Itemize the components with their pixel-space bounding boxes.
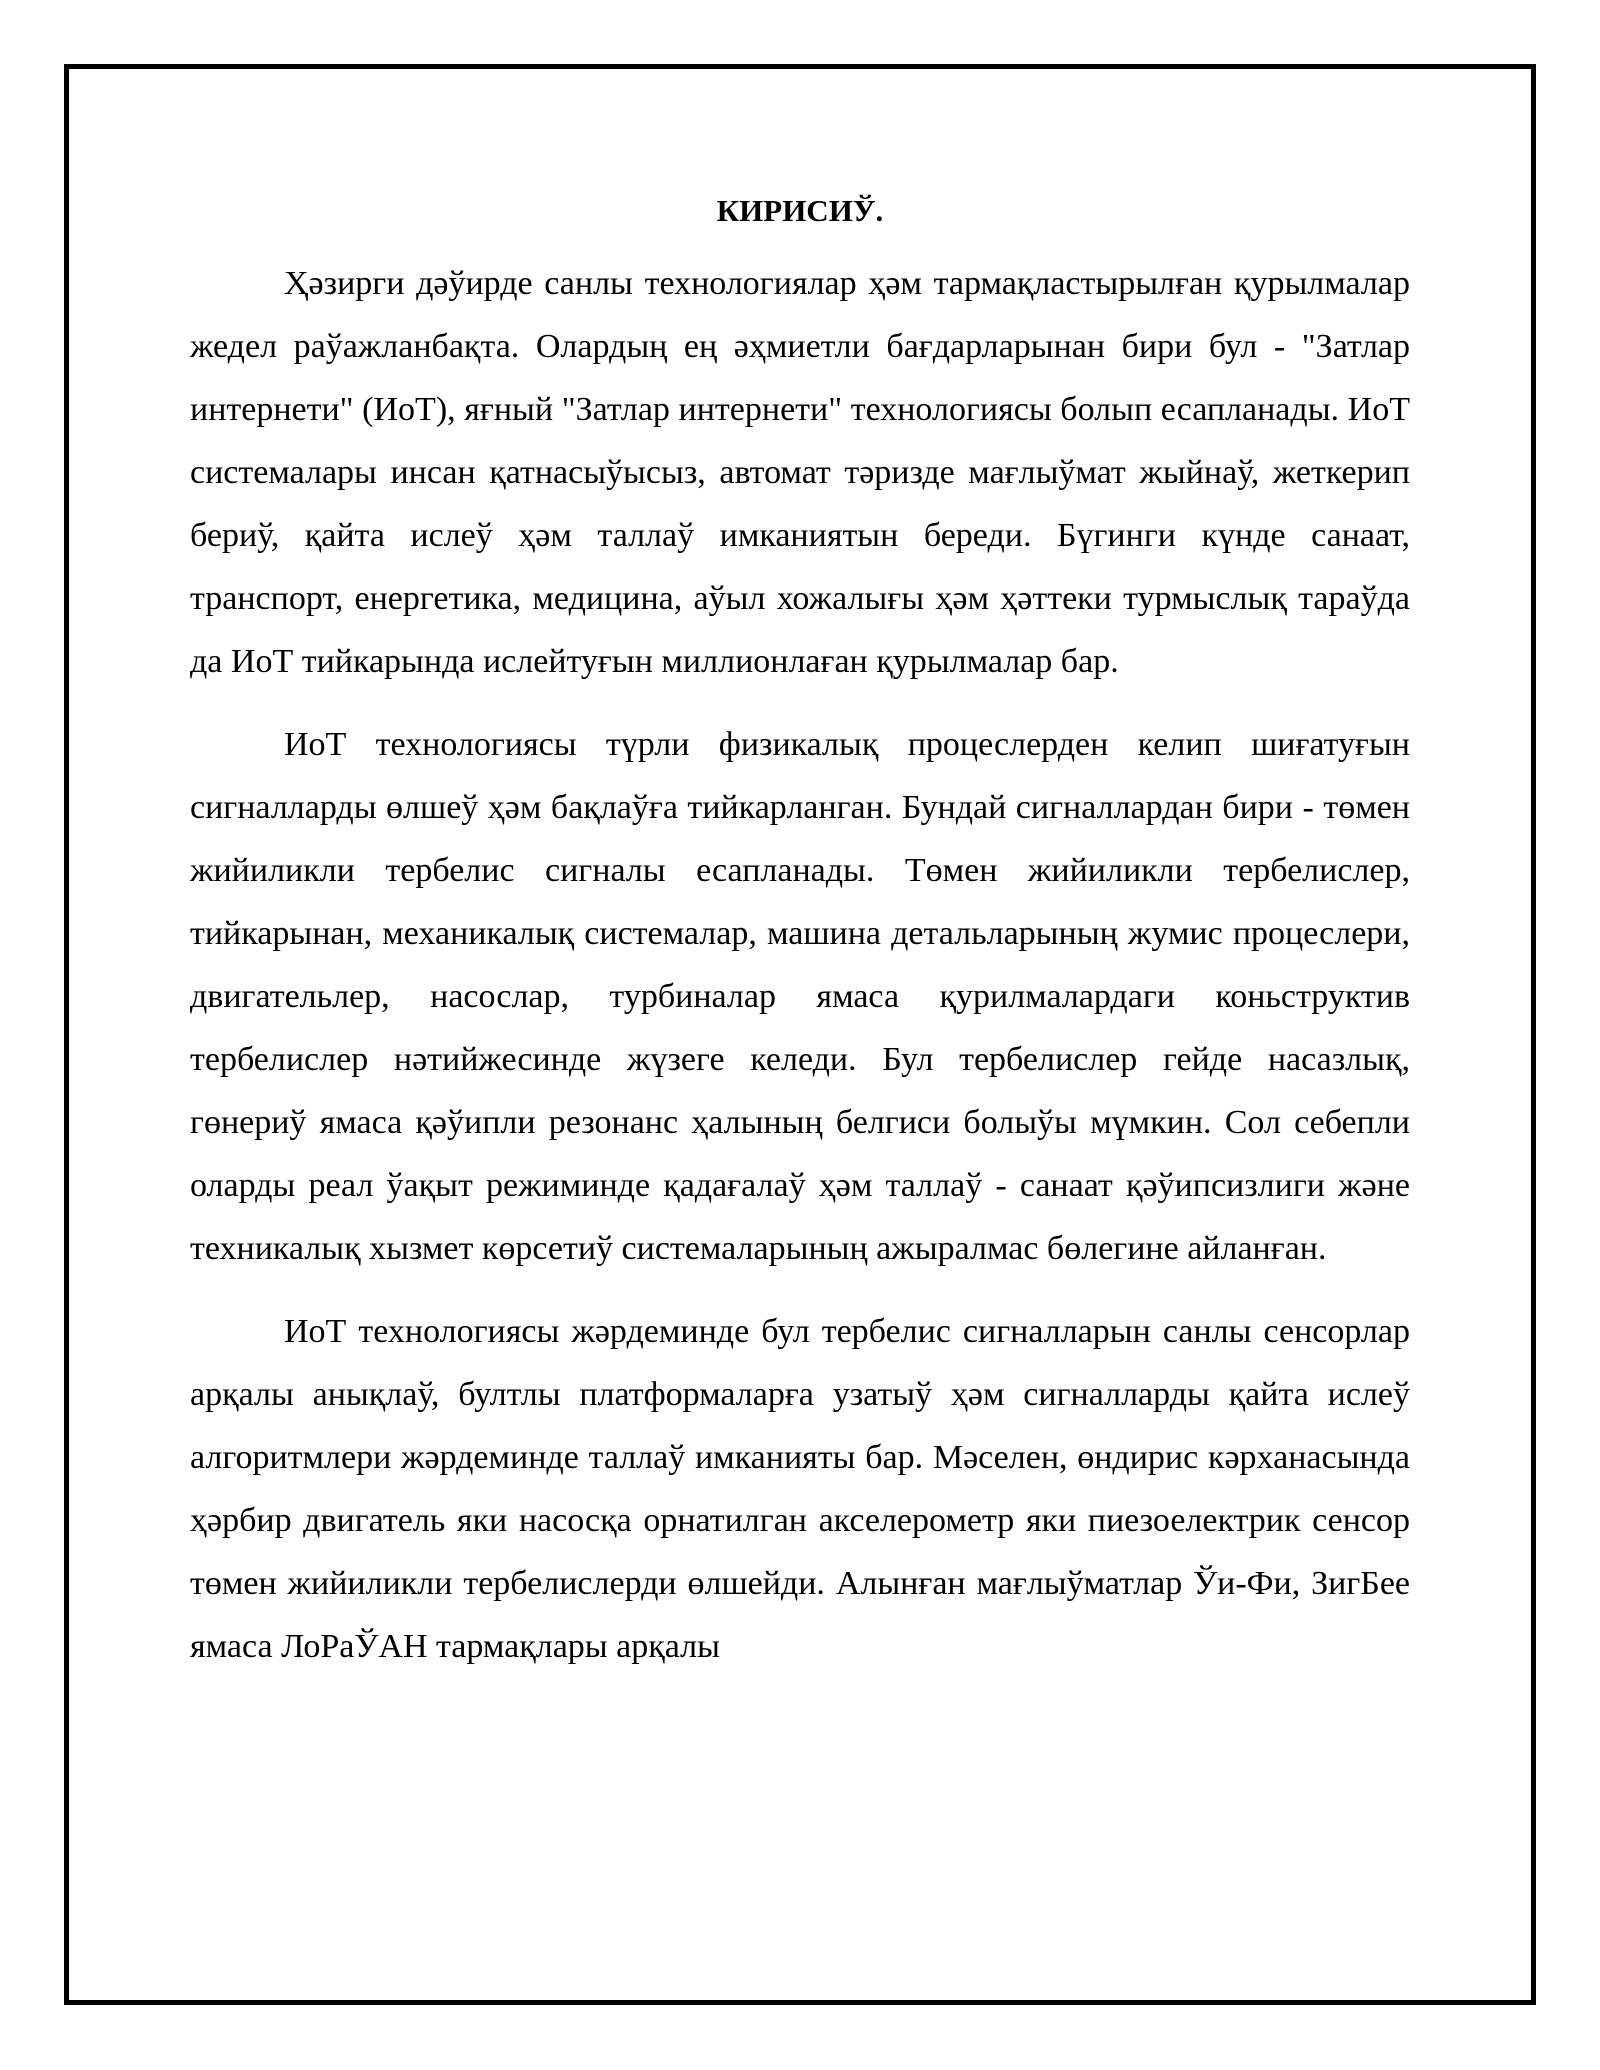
- document-title: КИРИСИЎ.: [716, 193, 884, 228]
- document-body: [190, 190, 1410, 1698]
- paragraph-3: ИоТ технологиясы жәрдеминде бул тербелис сигналларын санлы сенсорлар арқалы анықлаў, бултлы платформаларға узатыў ҳәм сигналларды қайта ислеў алгоритмлери жәрдеминде таллаў имканияты бар. Мәселен, өндирис кәрханасында ҳәрбир двигатель яки насосқа орнатилган акселерометр яки пиезоелектрик сенсор төмен жийиликли тербелислерди өлшейди. Алынған мағлыўматлар Ўи-Фи, ЗигБее ямаса ЛоРаЎАН тармақлары арқалы: [190, 1313, 1410, 1665]
- paragraph-2: ИоТ технологиясы түрли физикалық процеслерден келип шиғатуғын сигналларды өлшеў ҳәм бақлаўға тийкарланган. Бундай сигналлардан бири - төмен жийиликли тербелис сигналы есапланады. Төмен жийиликли тербелислер, тийкарынан, механикалық системалар, машина детальларының жумис процеслери, двигательлер, насослар, турбиналар ямаса қурилмалардаги коньструктив тербелислер нәтийжесинде жүзеге келеди. Бул тербелислер гейде насазлық, гөнериў ямаса қәўипли резонанс ҳалының белгиси болыўы мүмкин. Сол себепли оларды реал ўақыт режиминде қадағалаў ҳәм таллаў - санаат қәўипсизлиги жәнe техникалық хызмет көрсетиў системаларының ажыралмас бөлегине айланған.: [190, 726, 1410, 1267]
- paragraph-1: Ҳәзирги дәўирде санлы технологиялар ҳәм тармақластырылған қурылмалар жедел раўажланбақта. Олардың ең әҳмиетли бағдарларынан бири бул - "Затлар интернети" (ИоТ), яғный "Затлар интернети" технологиясы болып есапланады. ИоТ системалары инсан қатнасыўысыз, автомат тәризде мағлыўмат жыйнаў, жеткерип бериў, қайта ислеў ҳәм таллаў имканиятын береди. Бүгинги күнде санаат, транспорт, енергетика, медицина, аўыл хожалығы ҳәм ҳәттеки турмыслық тараўда да ИоТ тийкарында ислейтуғын миллионлаған қурылмалар бар.: [190, 265, 1410, 680]
